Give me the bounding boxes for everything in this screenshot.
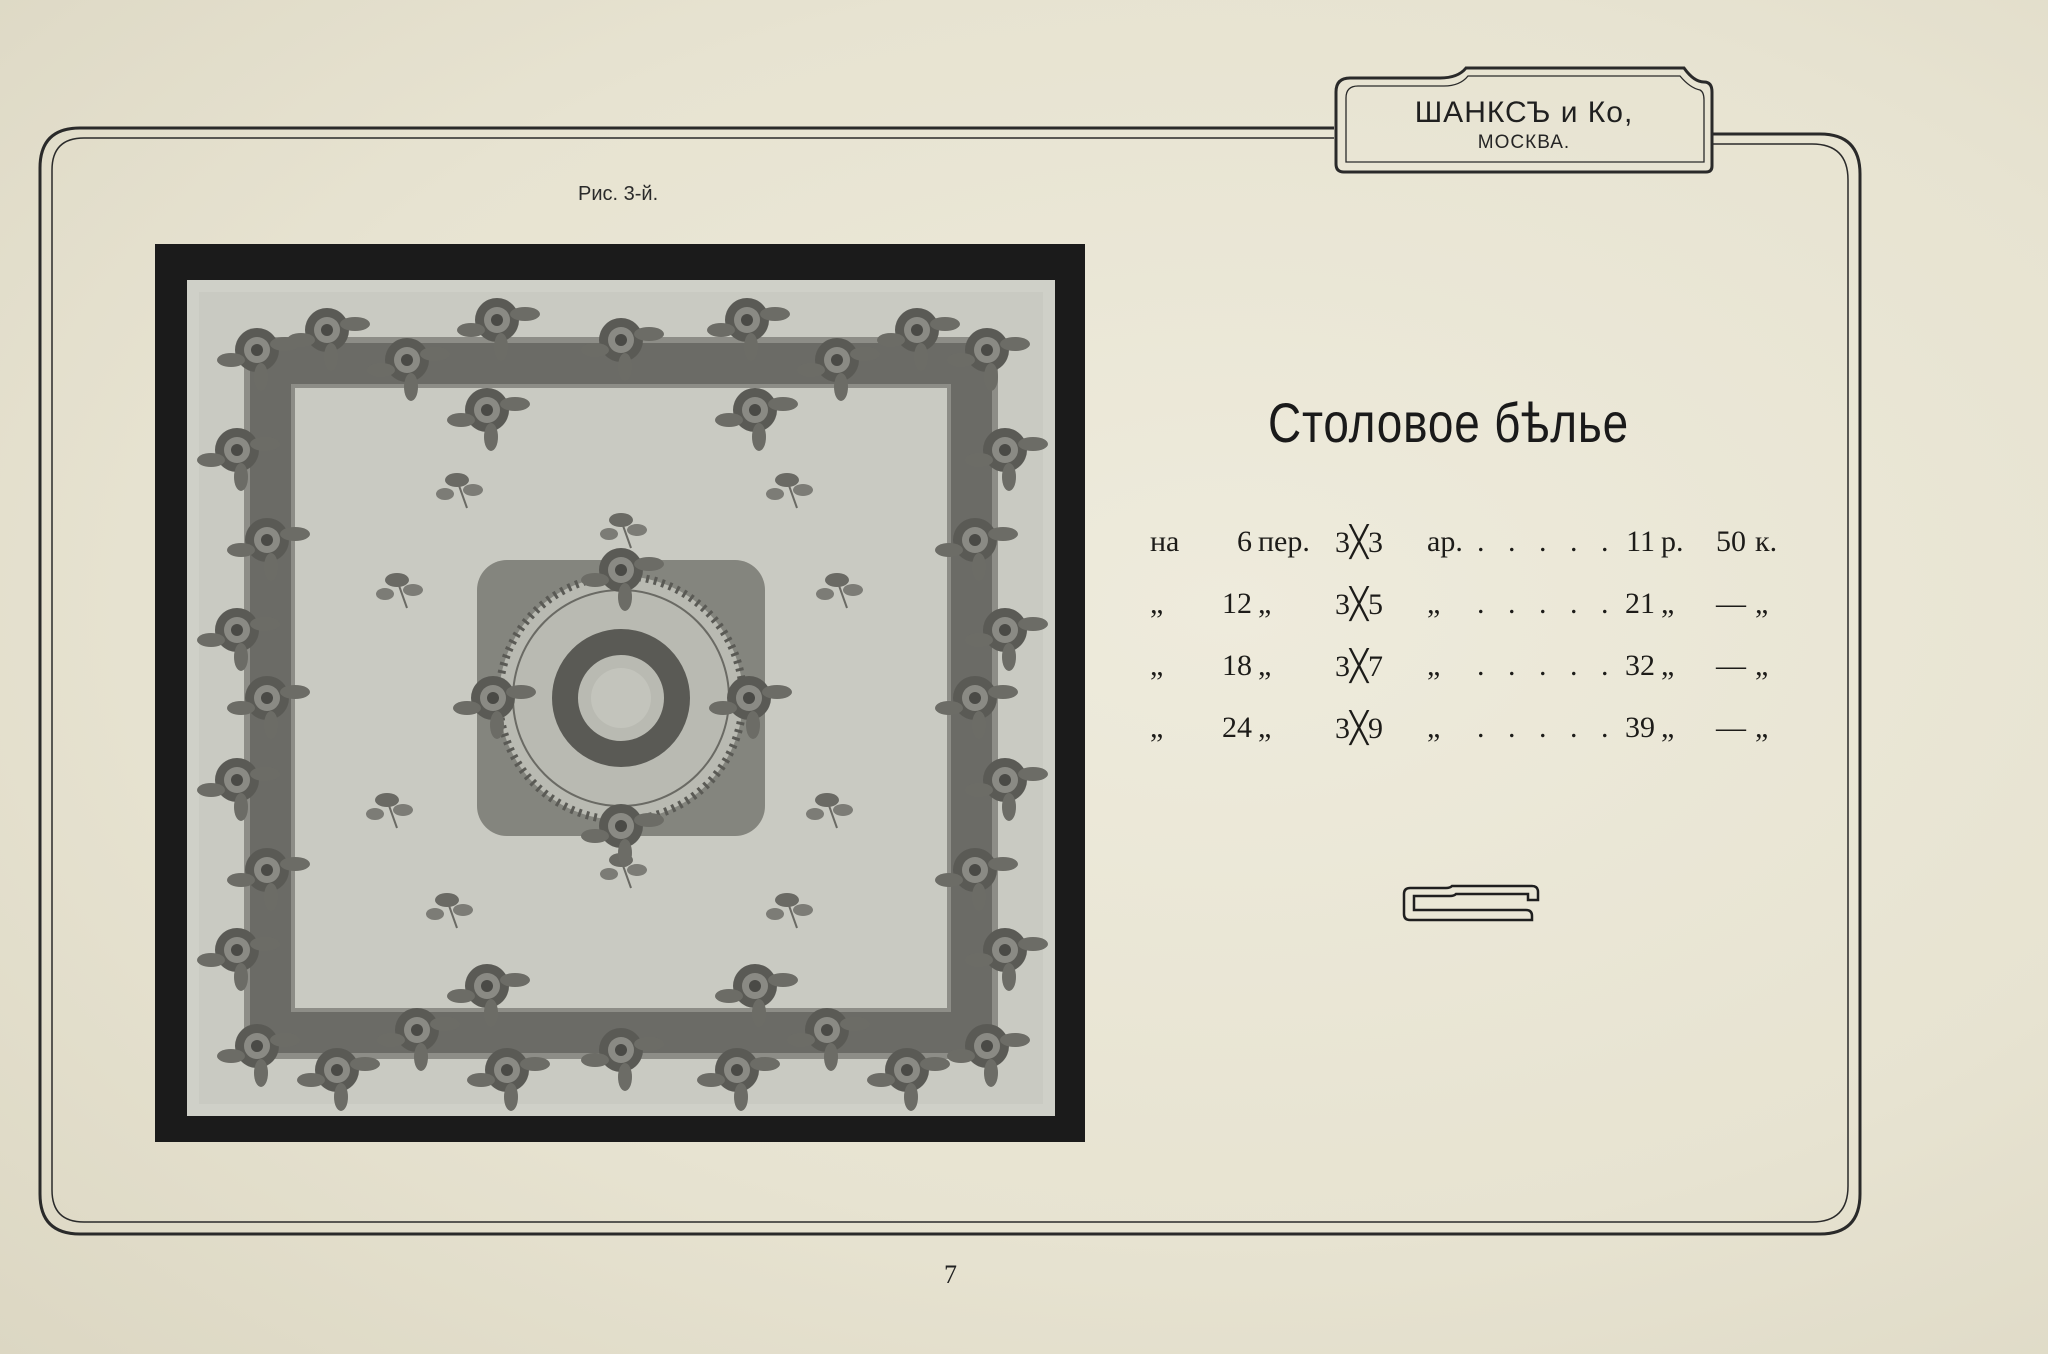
persons-unit: пер. <box>1258 525 1310 558</box>
kopecks-label: к. <box>1755 525 1778 558</box>
page-number: 7 <box>944 1260 957 1289</box>
persons-unit: „ <box>1258 587 1272 620</box>
leader-dots: . . . . . <box>1477 587 1617 620</box>
size-unit: ар. <box>1427 525 1463 558</box>
cloth-size: 3╳3 <box>1335 526 1384 559</box>
leader-dots: . . . . . <box>1477 711 1617 744</box>
rubles-label: „ <box>1661 649 1675 682</box>
decorative-ornament <box>1400 884 1540 924</box>
price-kopecks: — <box>1716 711 1746 744</box>
row-prefix: „ <box>1150 649 1164 682</box>
kopecks-label: „ <box>1755 649 1769 682</box>
price-rubles: 11 <box>1626 525 1655 558</box>
publisher-city: МОСКВА. <box>1477 132 1571 153</box>
cloth-size: 3╳5 <box>1335 588 1384 621</box>
rubles-label: р. <box>1661 525 1684 558</box>
price-kopecks: — <box>1716 649 1746 682</box>
publisher-header <box>1336 72 1712 170</box>
row-prefix: „ <box>1150 587 1164 620</box>
price-row <box>1150 711 1790 751</box>
leader-dots: . . . . . <box>1477 649 1617 682</box>
persons-count: 24 <box>1222 711 1252 744</box>
persons-unit: „ <box>1258 649 1272 682</box>
figure-caption: Рис. 3-й. <box>578 183 659 205</box>
persons-count: 12 <box>1222 587 1252 620</box>
size-unit: „ <box>1427 711 1441 744</box>
persons-unit: „ <box>1258 711 1272 744</box>
leader-dots: . . . . . <box>1477 525 1617 558</box>
section-title: Столовое бѣлье <box>1268 391 1629 454</box>
publisher-name: ШАНКСЪ и Ко, <box>1414 96 1634 129</box>
rubles-label: „ <box>1661 587 1675 620</box>
row-prefix: „ <box>1150 711 1164 744</box>
persons-count: 6 <box>1237 525 1252 558</box>
tablecloth-pattern <box>187 280 1055 1116</box>
price-row <box>1150 649 1790 689</box>
price-row <box>1150 525 1790 565</box>
price-row <box>1150 587 1790 627</box>
rubles-label: „ <box>1661 711 1675 744</box>
kopecks-label: „ <box>1755 587 1769 620</box>
price-rubles: 32 <box>1625 649 1655 682</box>
row-prefix: на <box>1150 525 1180 558</box>
price-kopecks: 50 <box>1716 525 1746 558</box>
price-rubles: 39 <box>1625 711 1655 744</box>
price-kopecks: — <box>1716 587 1746 620</box>
size-unit: „ <box>1427 649 1441 682</box>
tablecloth-photo <box>155 244 1085 1142</box>
price-rubles: 21 <box>1625 587 1655 620</box>
persons-count: 18 <box>1222 649 1252 682</box>
cloth-size: 3╳7 <box>1335 650 1384 683</box>
size-unit: „ <box>1427 587 1441 620</box>
cloth-size: 3╳9 <box>1335 712 1384 745</box>
kopecks-label: „ <box>1755 711 1769 744</box>
